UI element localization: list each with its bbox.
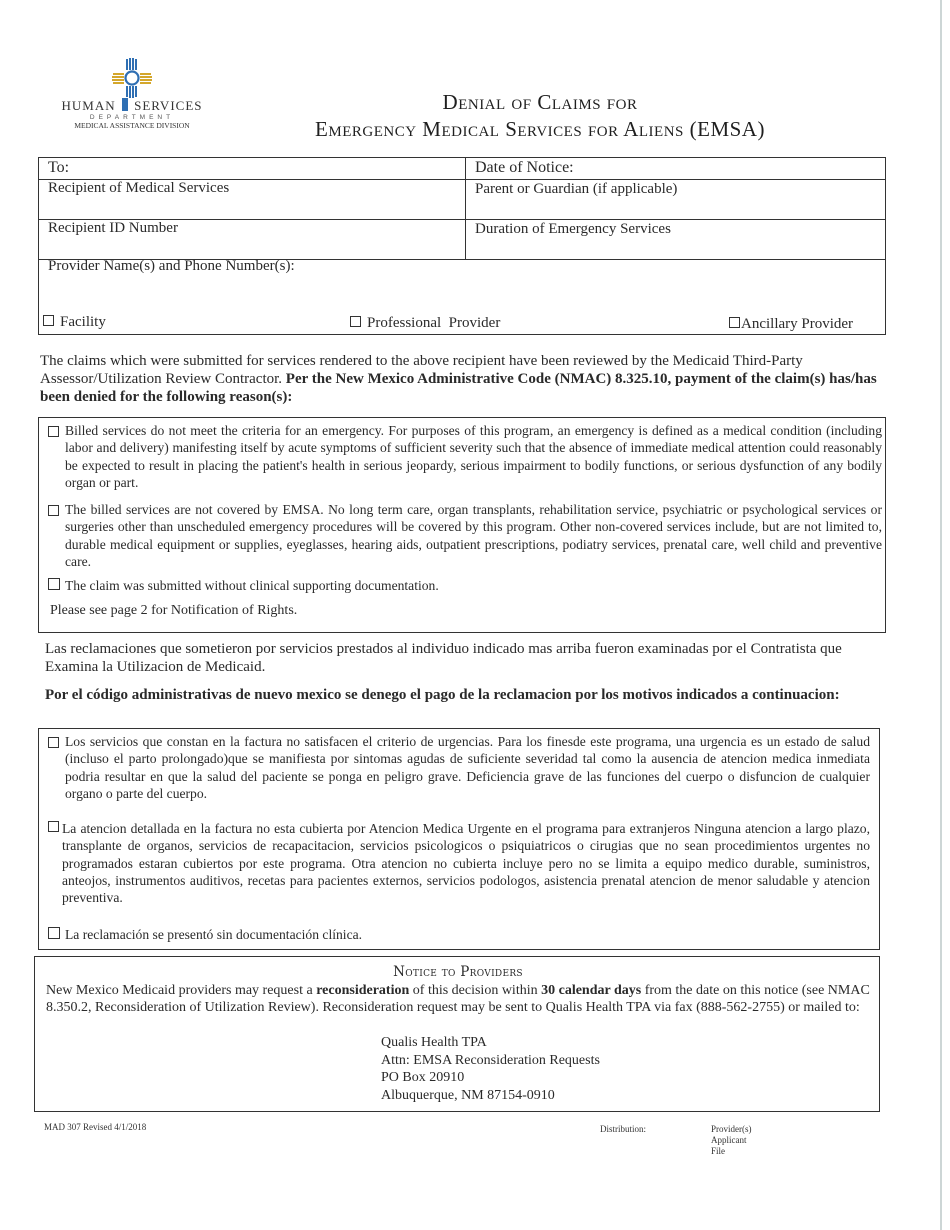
intro-english-part2: Per the New Mexico Administrative Code (NMAC) 8.325.10, payment of the claim(s) has/has been denied for the following reason(s):	[40, 371, 877, 405]
facility-checkbox[interactable]	[43, 315, 54, 326]
reason-en-1	[48, 422, 882, 491]
notice-bold-days: 30 calendar days	[541, 983, 642, 998]
see-page-2-note: Please see page 2 for Notification of Rights.	[50, 603, 298, 618]
reasons-spanish-box	[38, 728, 880, 950]
reasons-english-box	[38, 417, 886, 633]
page-edge	[940, 0, 942, 1230]
reason-es-1-checkbox[interactable]	[48, 737, 59, 748]
provider-names-label: Provider Name(s) and Phone Number(s):	[48, 258, 295, 274]
parent-guardian-label: Parent or Guardian (if applicable)	[475, 181, 678, 197]
title-line-1: Denial of Claims for	[442, 90, 638, 114]
reason-es-3-checkbox[interactable]	[48, 927, 60, 939]
reason-en-1-text: Billed services do not meet the criteria for an emergency. For purposes of this program, an emergency is defined as a medical condition (including labor and delivery) manifesting itself by acute symptoms of sufficient severity such that the absence of immediate medical attention could reasonably be expected to result in placing the patient's health in serious jeopardy, serious impairment to bodily functions, or serious dysfunction of any bodily organ or part.	[65, 423, 882, 490]
address-line-2: Attn: EMSA Reconsideration Requests	[381, 1052, 600, 1068]
reason-es-1-text: Los servicios que constan en la factura no satisfacen el criterio de urgencias. Para los finesde este programa, una urgencia es un estado de salud (incluso el parto prolongado)que se manifiesta por sintomas agudas de suficiente severidad tal como la ausencia de atencion medica inmediata podria resultar en que la salud del paciente se ponga en peligro grave. Deficiencia grave de las funciones del cuerpo o disfuncion de cualquier organo o parte del cuerpo.	[65, 734, 870, 801]
address-line-4: Albuquerque, NM 87154-0910	[381, 1087, 555, 1103]
intro-spanish-part2: Por el código administrativas de nuevo mexico se denego el pago de la reclamacion por los motivos indicados a continuacion:	[45, 687, 840, 703]
logo-word-right: SERVICES	[134, 98, 203, 113]
facility-option[interactable]	[43, 314, 106, 331]
distribution-label: Distribution:	[600, 1124, 647, 1134]
reason-es-2	[48, 820, 870, 906]
notice-title: Notice to Providers	[393, 964, 523, 980]
address-line-1: Qualis Health TPA	[381, 1035, 487, 1050]
form-id: MAD 307 Revised 4/1/2018	[44, 1122, 147, 1132]
intro-english-part1: The claims which were submitted for services rendered to the above recipient have been reviewed by the Medicaid Third-Party Assessor/Utilization Review Contractor.	[40, 353, 803, 387]
reason-en-3-checkbox[interactable]	[48, 578, 60, 590]
notice-text-c: from the date on this notice (see NMAC 8.350.2, Reconsideration of Utilization Review). Reconsideration request may be sent to Qualis Health TPA via fax (888-562-2755) or mailed to:	[46, 983, 870, 1015]
notice-text	[46, 982, 871, 1016]
date-of-notice-label: Date of Notice:	[475, 159, 574, 176]
reason-en-3-text: The claim was submitted without clinical supporting documentation.	[65, 578, 439, 593]
logo-word-left: HUMAN	[61, 98, 116, 113]
professional-label: Professional Provider	[367, 315, 501, 331]
recipient-id-label: Recipient ID Number	[48, 220, 178, 236]
logo-department: DEPARTMENT	[89, 114, 175, 121]
distribution-list	[711, 1124, 752, 1157]
intro-spanish-part1: Las reclamaciones que sometieron por servicios prestados al individuo indicado mas arriba fueron examinadas por el Contratista que Examina la Utilizacion de Medicaid.	[45, 641, 842, 675]
row-recipient	[39, 180, 885, 220]
row-recipient-id	[39, 220, 885, 260]
page-title	[240, 90, 840, 142]
reason-en-2-checkbox[interactable]	[48, 505, 59, 516]
notice-to-providers-box	[34, 956, 880, 1112]
recipient-info-table	[38, 157, 886, 335]
professional-option[interactable]	[350, 315, 500, 332]
logo-wordmark	[52, 98, 212, 114]
recipient-label: Recipient of Medical Services	[48, 180, 230, 196]
logo-division: MEDICAL ASSISTANCE DIVISION	[74, 121, 190, 130]
reason-es-1	[48, 733, 870, 802]
notice-bold-reconsideration: reconsideration	[316, 983, 410, 998]
reason-en-2	[48, 501, 882, 570]
reason-es-2-checkbox[interactable]	[48, 821, 59, 832]
distribution-provider: Provider(s)	[711, 1124, 752, 1134]
column-divider	[465, 158, 466, 259]
notice-text-a: New Mexico Medicaid providers may request a	[46, 983, 313, 998]
reason-en-2-text: The billed services are not covered by EMSA. No long term care, organ transplants, rehabilitation service, psychiatric or psychological services or surgeries other than unscheduled emergency procedures will be covered by this program. Other non-covered services include, but are not limited to, durable medical equipment or supplies, eyeglasses, hearing aids, outpatient prescriptions, podiatry services, prenatal care, well child and preventive care.	[65, 502, 882, 569]
distribution-file: File	[711, 1146, 726, 1156]
reason-en-1-checkbox[interactable]	[48, 426, 59, 437]
reason-es-3	[48, 926, 870, 943]
duration-label: Duration of Emergency Services	[475, 221, 671, 237]
intro-english	[40, 352, 880, 406]
zia-sun-icon	[112, 58, 152, 98]
distribution-applicant: Applicant	[711, 1135, 747, 1145]
to-label: To:	[48, 159, 70, 176]
ancillary-label: Ancillary Provider	[741, 316, 854, 332]
ancillary-option[interactable]	[729, 316, 853, 333]
row-to	[39, 158, 885, 180]
agency-logo	[52, 58, 212, 138]
logo-bar-icon	[122, 98, 128, 111]
mailing-address	[381, 1034, 781, 1104]
address-line-3: PO Box 20910	[381, 1070, 465, 1085]
reason-en-3	[48, 577, 882, 594]
professional-checkbox[interactable]	[350, 316, 361, 327]
title-line-2: Emergency Medical Services for Aliens (EMSA)	[315, 117, 765, 141]
notice-text-b: of this decision within	[412, 983, 538, 998]
facility-label: Facility	[60, 314, 106, 330]
reason-es-2-text: La atencion detallada en la factura no esta cubierta por Atencion Medica Urgente en el programa para extranjeros Ninguna atencion a largo plazo, transplante de organos, servicios de recapacitacion, servicios psicologicos o psiquiatricos o cirugias que no sean procedimientos urgentes no programados estaran cubiertos por este programa. Otra atencion no cubierta incluye pero no se limita a equipo medico durable, suministros, anteojos, instrumentos auditivos, recetas para pacientes externos, servicios podologos, asistencia prenatal atencion de menor saludable y atencion preventiva.	[62, 821, 870, 906]
ancillary-checkbox[interactable]	[729, 317, 740, 328]
reason-es-3-text: La reclamación se presentó sin documentación clínica.	[65, 927, 363, 942]
